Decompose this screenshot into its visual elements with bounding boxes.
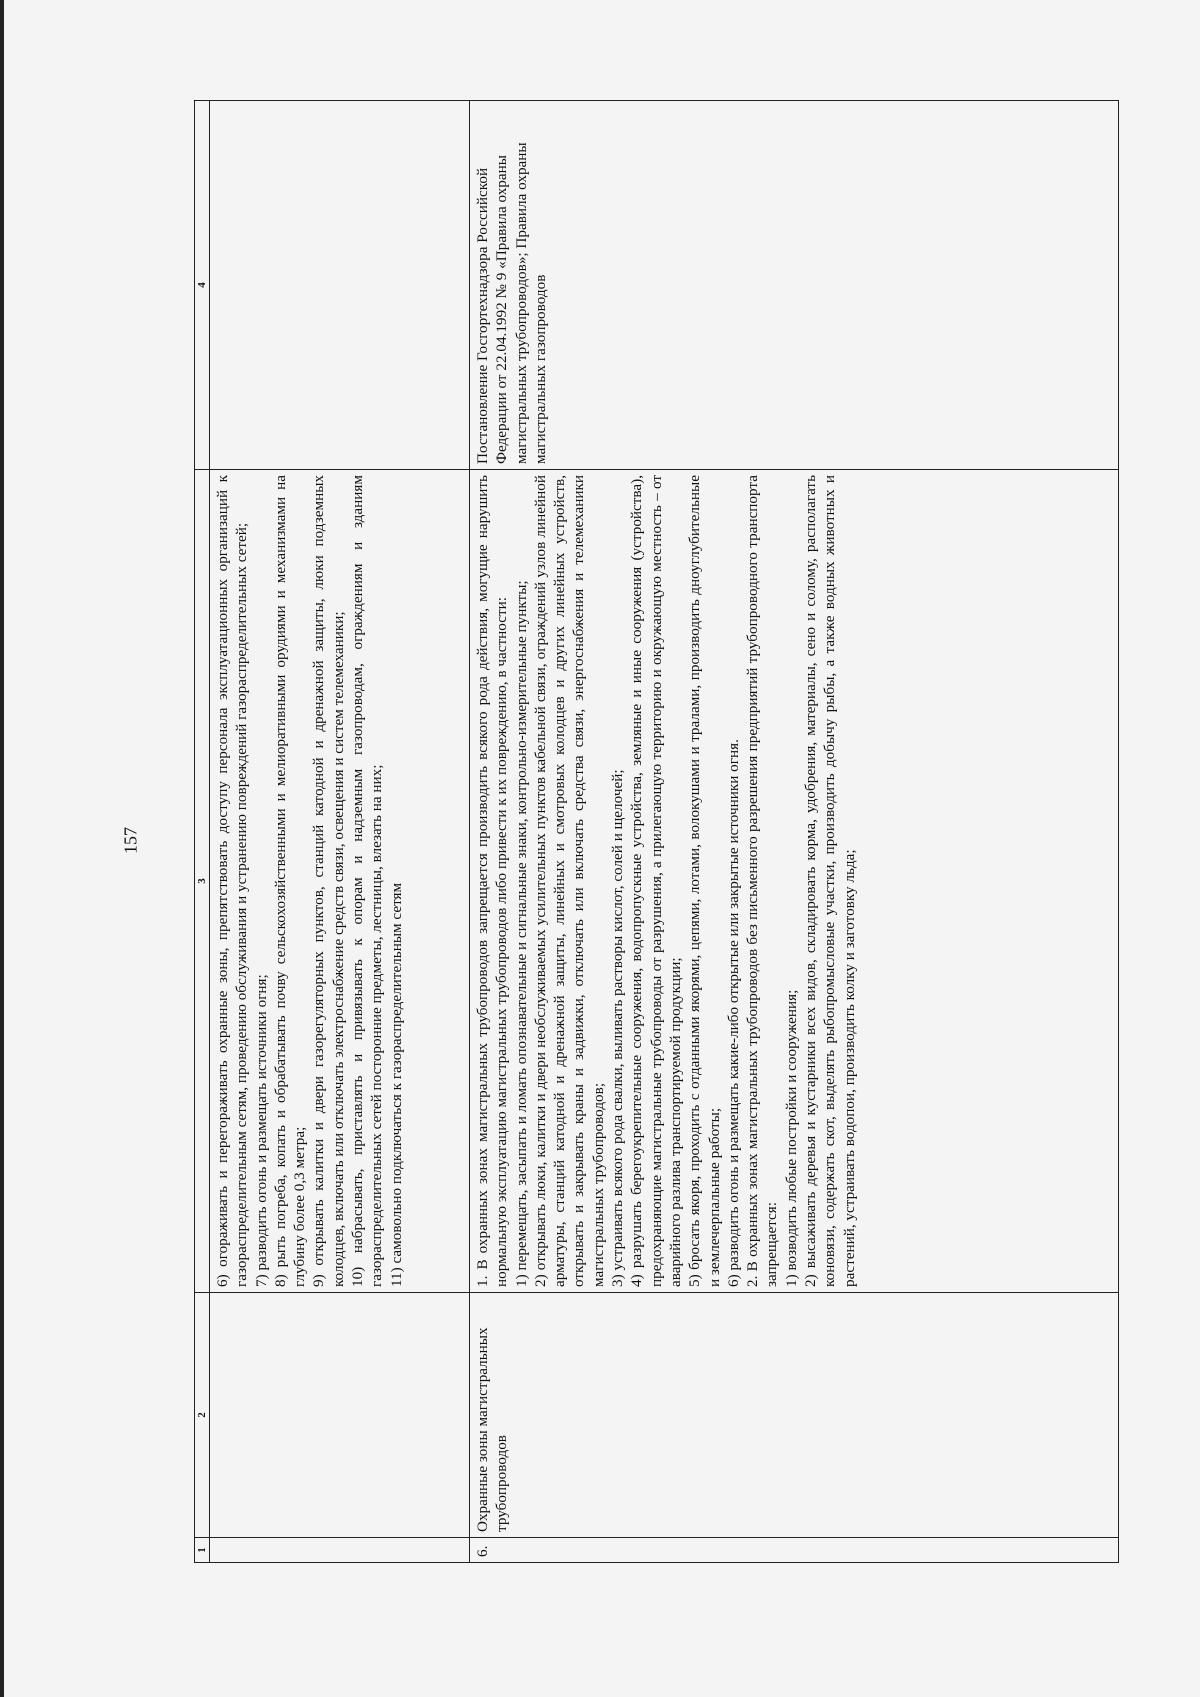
restriction-item: 4) разрушать берегоукрепительные сооружения, водопропускные устройства, земляные и иные сооружения (устройства), предохраняющие магистральные трубопроводы от разрушения, а прилегающую территорию и окружающую местность – от аварийного разлива транспортируемой продукции; (628, 475, 684, 1287)
restriction-item: 9) открывать калитки и двери газорегуляторных пунктов, станций катодной и дренажной защиты, люки подземных колодцев, включать или отключать электроснабжение средств связи, освещения и систем телемеханики; (310, 475, 347, 1287)
restriction-item: 10) набрасывать, приставлять и привязывать к опорам и надземным газопроводам, ограждениям и зданиям газораспределительных сетей посторонние предметы, лестницы, влезать на них; (349, 475, 386, 1287)
scan-left-edge (0, 0, 4, 1697)
rotated-page-content (194, 101, 1119, 1563)
restriction-item: 2) высаживать деревья и кустарники всех видов, складировать корма, удобрения, материалы, сено и солому, располагать коновязи, содержать скот, выделять рыбопромысловые участки, производить добычу рыбы, а также водных животных и растений, устраивать водопои, производить колку и заготовку льда; (802, 475, 858, 1287)
column-header-4: 4 (195, 101, 210, 470)
restriction-item: 1) возводить любые постройки и сооружения; (782, 989, 800, 1287)
restriction-item: 5) бросать якоря, проходить с отданными якорями, цепями, лотами, волокушами и тралами, производить дноуглубительные и землечерпальные работы; (686, 475, 723, 1287)
restriction-item: 2) открывать люки, калитки и двери необслуживаемых усилительных пунктов кабельной связи, ограждений узлов линейной арматуры, станций катодной и дренажной защиты, линейных и смотровых колодцев и других линейных устройств, открывать и закрывать краны и задвижки, отключать или включать средства связи, энергоснабжения и телемеханики магистральных трубопроводов; (531, 475, 607, 1287)
restriction-item: 2. В охранных зонах магистральных трубопроводов без письменного разрешения предприятий трубопроводного транспорта запрещается: (744, 475, 781, 1287)
zone-name: Охранные зоны магистральных трубопроводов (470, 1293, 1119, 1538)
column-header-3: 3 (195, 470, 210, 1293)
restriction-item: 11) самовольно подключаться к газораспределительным сетям (387, 882, 405, 1287)
restrictions-cell (470, 470, 1119, 1293)
restriction-item: 6) огораживать и перегораживать охранные зоны, препятствовать доступу персонала эксплуатационных организаций к газораспределительным сетям, проведению обслуживания и устранению повреждений газораспределительных сетей; (214, 475, 251, 1287)
table-row (210, 101, 470, 1563)
restriction-item: 8) рыть погреба, копать и обрабатывать почву сельскохозяйственными и мелиоративными орудиями и механизмами на глубину более 0,3 метра; (271, 475, 309, 1287)
column-header-1: 1 (195, 1538, 210, 1563)
restrictions-cell (210, 470, 470, 1293)
page-number: 157 (120, 827, 141, 854)
column-header-2: 2 (195, 1293, 210, 1538)
restriction-item: 1) перемещать, засыпать и ломать опознавательные и сигнальные знаки, контрольно-измерительные пункты; (512, 580, 530, 1287)
legal-basis: Постановление Госгортехнадзора Российской Федерации от 22.04.1992 № 9 «Правила охраны магистральных трубопроводов»; Правила охраны магистральных газопроводов (470, 101, 1119, 470)
restriction-item: 3) устраивать всякого рода свалки, выливать растворы кислот, солей и щелочей; (609, 769, 627, 1287)
table-row (470, 101, 1119, 1563)
restriction-item: 6) разводить огонь и размещать какие-либо открытые или закрытые источники огня. (724, 739, 742, 1287)
row-number (210, 1538, 470, 1563)
legal-basis (210, 101, 470, 470)
table-header-row (195, 101, 210, 1563)
regulations-table (194, 100, 1119, 1563)
restriction-item: 7) разводить огонь и размещать источники огня; (252, 974, 270, 1287)
restriction-item: 1. В охранных зонах магистральных трубопроводов запрещается производить всякого рода действия, могущие нарушить нормальную эксплуатацию магистральных трубопроводов либо привести к их повреждению, в частности: (474, 475, 511, 1287)
row-number: 6. (470, 1538, 1119, 1563)
zone-name (210, 1293, 470, 1538)
